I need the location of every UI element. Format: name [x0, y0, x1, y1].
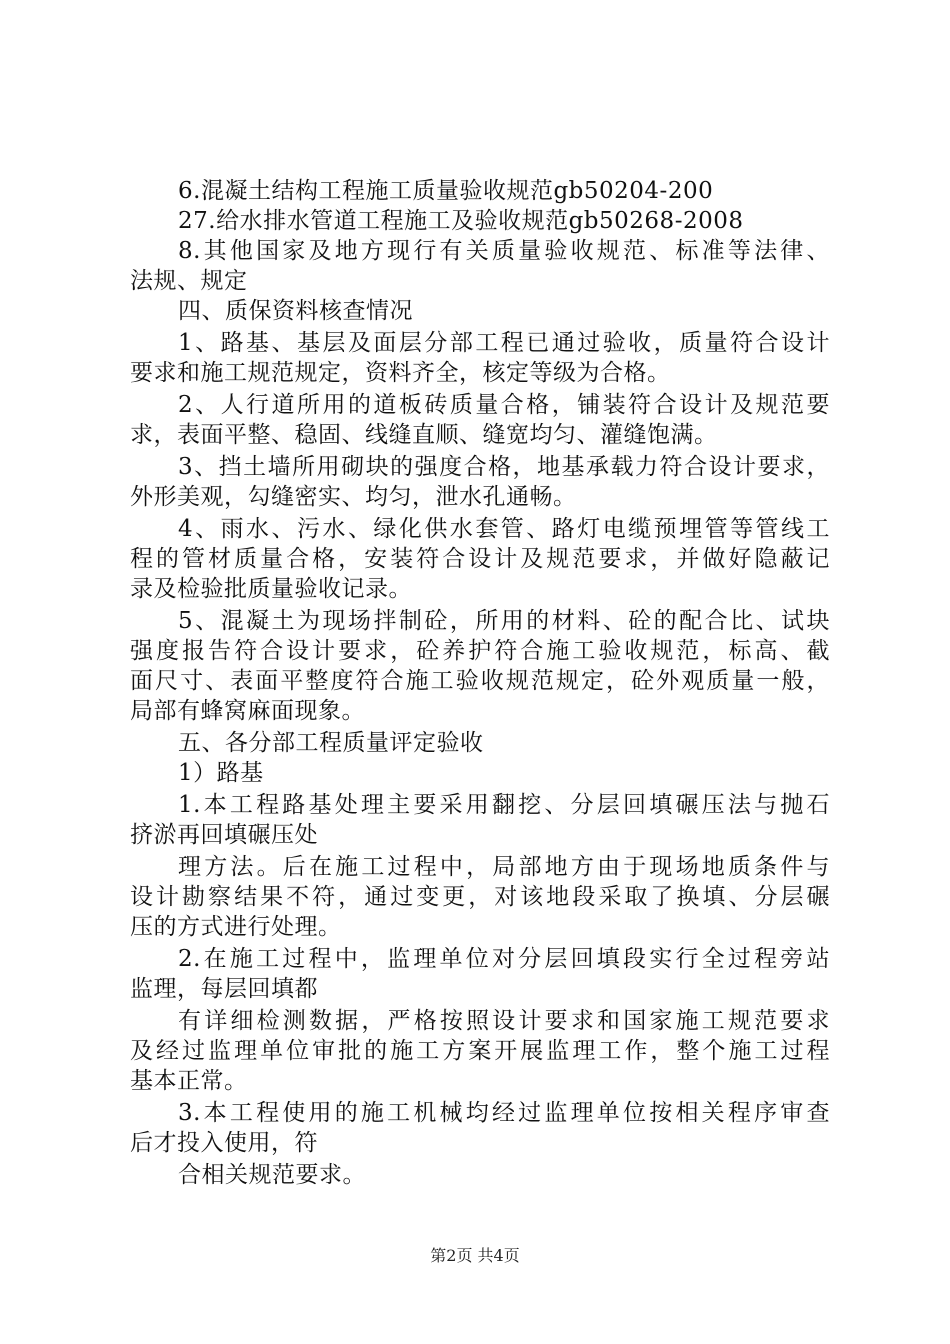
text-line: 3.本工程使用的施工机械均经过监理单位按相关程序审查	[178, 1100, 830, 1126]
text-line: 合相关规范要求。	[178, 1162, 366, 1188]
text-line: 27.给水排水管道工程施工及验收规范gb50268-2008	[178, 208, 744, 234]
text-line: 2、人行道所用的道板砖质量合格，铺装符合设计及规范要	[178, 392, 830, 418]
subsection-heading: 1）路基	[178, 760, 264, 786]
text-line: 基本正常。	[130, 1068, 248, 1094]
text-line: 及经过监理单位审批的施工方案开展监理工作，整个施工过程	[130, 1038, 830, 1064]
text-line: 强度报告符合设计要求，砼养护符合施工验收规范，标高、截	[130, 638, 830, 664]
text-line: 压的方式进行处理。	[130, 914, 342, 940]
text-line: 3、挡土墙所用砌块的强度合格，地基承载力符合设计要求，	[178, 454, 830, 480]
text-line: 后才投入使用，符	[130, 1130, 318, 1156]
section-heading: 四、质保资料核查情况	[178, 298, 413, 324]
text-line: 求，表面平整、稳固、线缝直顺、缝宽均匀、灌缝饱满。	[130, 422, 718, 448]
text-line: 外形美观，勾缝密实、均匀，泄水孔通畅。	[130, 484, 577, 510]
text-line: 设计勘察结果不符，通过变更，对该地段采取了换填、分层碾	[130, 884, 830, 910]
text-line: 1.本工程路基处理主要采用翻挖、分层回填碾压法与抛石	[178, 792, 830, 818]
text-line: 要求和施工规范规定，资料齐全，核定等级为合格。	[130, 360, 671, 386]
text-line: 2.在施工过程中，监理单位对分层回填段实行全过程旁站	[178, 946, 830, 972]
text-line: 局部有蜂窝麻面现象。	[130, 698, 365, 724]
text-line: 5、混凝土为现场拌制砼，所用的材料、砼的配合比、试块	[178, 608, 830, 634]
text-line: 理方法。后在施工过程中，局部地方由于现场地质条件与	[178, 854, 830, 880]
text-line: 8.其他国家及地方现行有关质量验收规范、标准等法律、	[178, 238, 830, 264]
text-line: 监理，每层回填都	[130, 976, 318, 1002]
page-footer: 第2页 共4页	[430, 1246, 520, 1265]
text-line: 挤淤再回填碾压处	[130, 822, 318, 848]
text-line: 录及检验批质量验收记录。	[130, 576, 412, 602]
text-line: 6.混凝土结构工程施工质量验收规范gb50204-200	[178, 178, 714, 204]
text-line: 1、路基、基层及面层分部工程已通过验收，质量符合设计	[178, 330, 830, 356]
text-line: 程的管材质量合格，安装符合设计及规范要求，并做好隐蔽记	[130, 546, 830, 572]
text-line: 面尺寸、表面平整度符合施工验收规范规定，砼外观质量一般，	[130, 668, 830, 694]
text-line: 4、雨水、污水、绿化供水套管、路灯电缆预埋管等管线工	[178, 516, 830, 542]
text-line: 有详细检测数据，严格按照设计要求和国家施工规范要求	[178, 1008, 830, 1034]
text-line: 法规、规定	[130, 268, 248, 294]
section-heading: 五、各分部工程质量评定验收	[178, 730, 484, 756]
